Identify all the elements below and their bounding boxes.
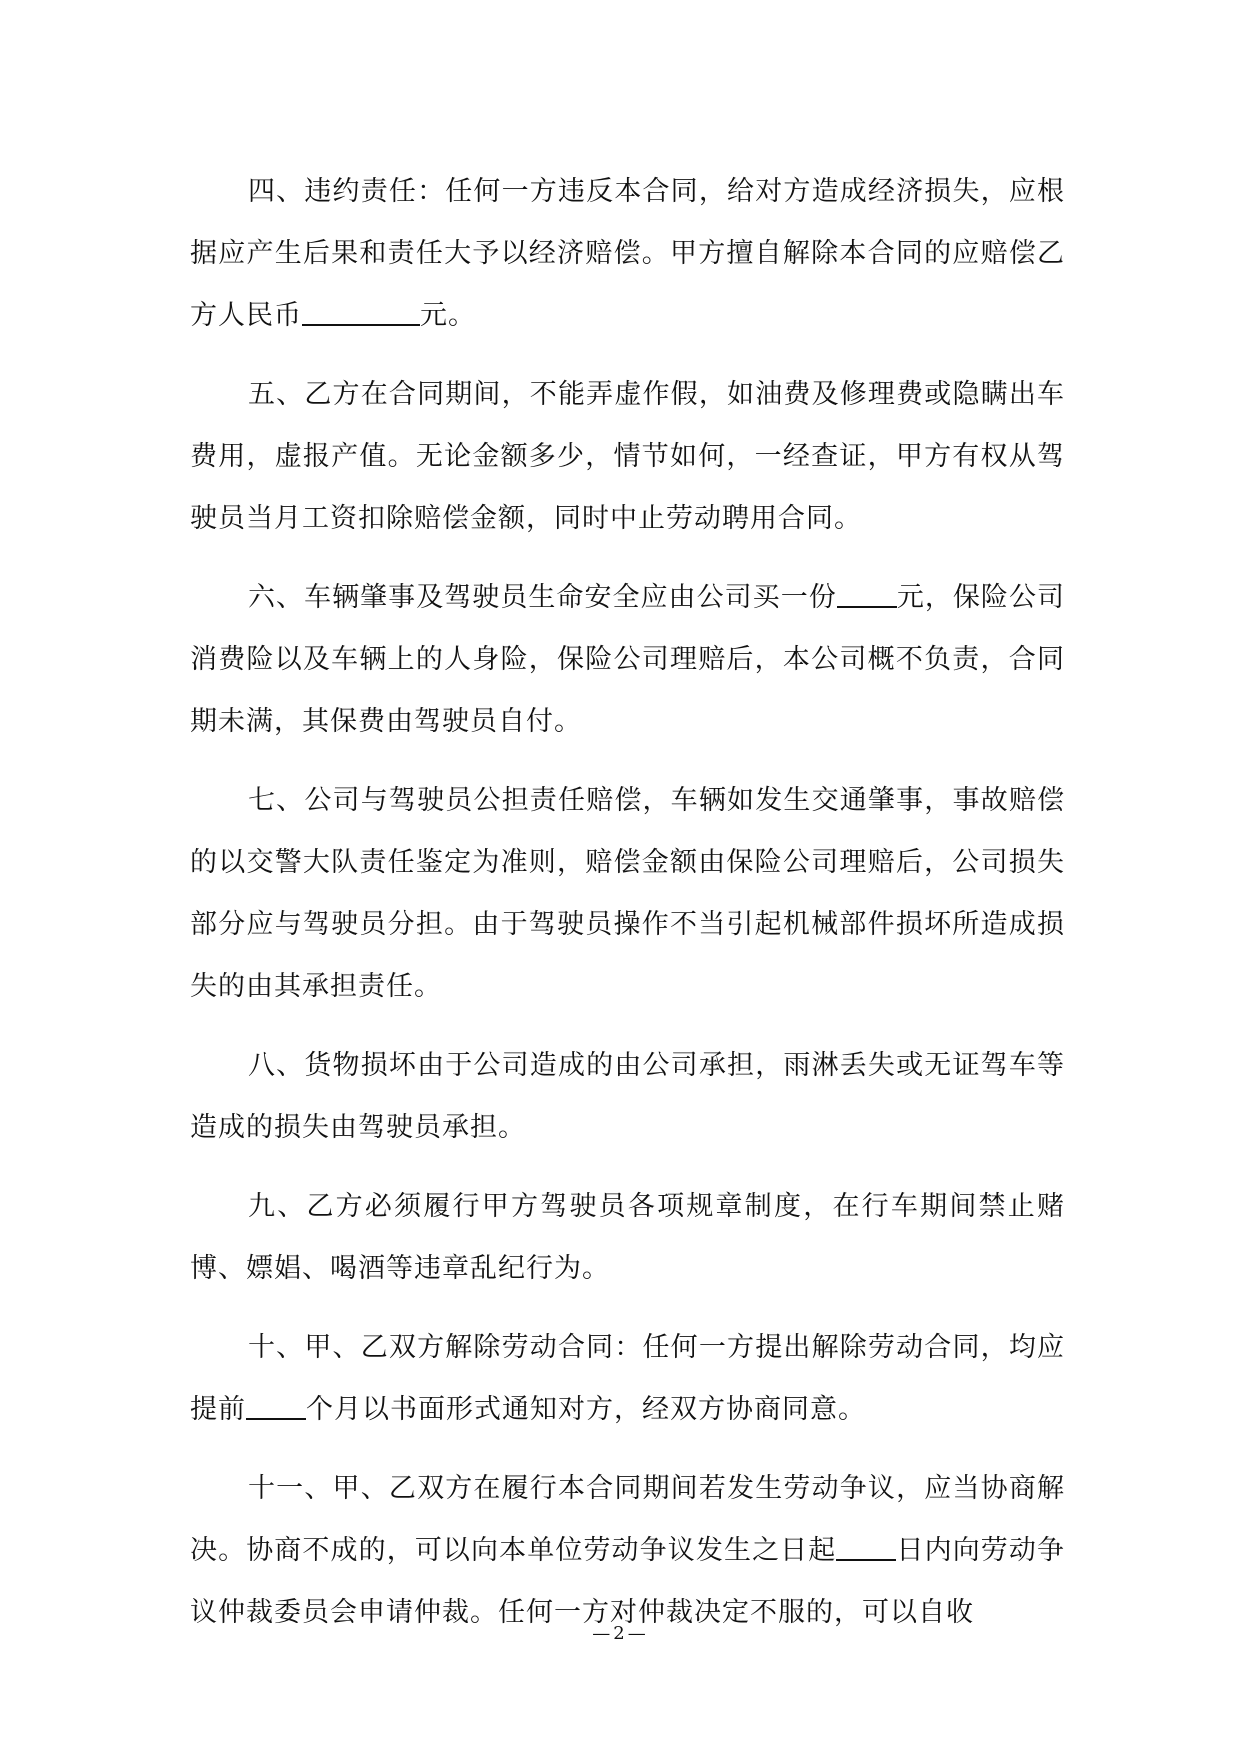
clause-11 xyxy=(190,1458,1065,1644)
clause-4-text-end: 元。 xyxy=(420,300,476,331)
clause-9: 九、乙方必须履行甲方驾驶员各项规章制度，在行车期间禁止赌博、嫖娼、喝酒等违章乱纪行为。 xyxy=(190,1191,1065,1284)
clause-4-text: 四、违约责任：任何一方违反本合同，给对方造成经济损失，应根据应产生后果和责任大予以经济赔偿。甲方擅自解除本合同的应赔偿乙方人民币 xyxy=(190,176,1065,331)
clause-5: 五、乙方在合同期间，不能弄虚作假，如油费及修理费或隐瞒出车费用，虚报产值。无论金额多少，情节如何，一经查证，甲方有权从驾驶员当月工资扣除赔偿金额，同时中止劳动聘用合同。 xyxy=(190,379,1065,534)
clause-10 xyxy=(190,1317,1065,1441)
document-body xyxy=(190,161,1065,1661)
clause-10-text: 十、甲、乙双方解除劳动合同：任何一方提出解除劳动合同，均应提前 xyxy=(190,1332,1065,1425)
arbitration-days-blank xyxy=(836,1523,896,1561)
notice-months-blank xyxy=(246,1382,306,1420)
clause-4 xyxy=(190,161,1065,347)
clause-11-text-end: 日内向劳动争议仲裁委员会申请仲裁。任何一方对仲裁决定不服的，可以自收 xyxy=(190,1535,1066,1628)
clause-7: 七、公司与驾驶员公担责任赔偿，车辆如发生交通肇事，事故赔偿的以交警大队责任鉴定为准则，赔偿金额由保险公司理赔后，公司损失部分应与驾驶员分担。由于驾驶员操作不当引起机械部件损坏所造成损失的由其承担责任。 xyxy=(190,785,1065,1002)
amount-blank xyxy=(302,288,420,326)
page-number: —2— xyxy=(592,1623,649,1644)
clause-10-text-end: 个月以书面形式通知对方，经双方协商同意。 xyxy=(306,1394,866,1425)
clause-6-text-end: 元，保险公司消费险以及车辆上的人身险，保险公司理赔后，本公司概不负责，合同期未满，其保费由驾驶员自付。 xyxy=(190,582,1066,737)
clause-6 xyxy=(190,567,1065,753)
clause-8: 八、货物损坏由于公司造成的由公司承担，雨淋丢失或无证驾车等造成的损失由驾驶员承担。 xyxy=(190,1050,1065,1143)
clause-6-text: 六、车辆肇事及驾驶员生命安全应由公司买一份 xyxy=(248,582,837,613)
insurance-amount-blank xyxy=(837,570,897,608)
clause-11-text: 十一、甲、乙双方在履行本合同期间若发生劳动争议，应当协商解决。协商不成的，可以向本单位劳动争议发生之日起 xyxy=(190,1473,1065,1566)
